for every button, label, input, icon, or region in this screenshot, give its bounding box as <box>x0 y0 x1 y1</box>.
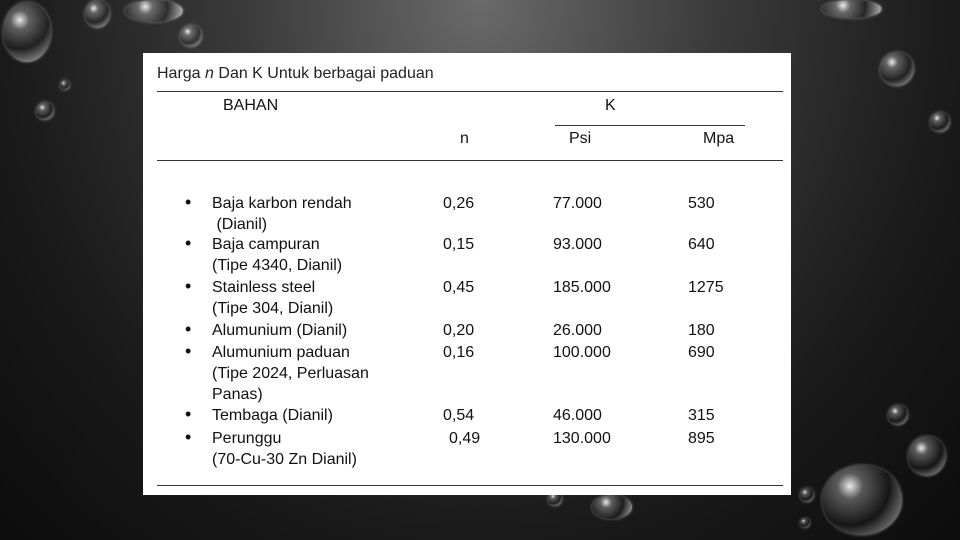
header-psi: Psi <box>569 130 592 147</box>
top-rule <box>157 91 783 92</box>
mpa-value: 690 <box>688 344 715 361</box>
material-name: Tembaga (Dianil) <box>212 407 333 424</box>
psi-value: 46.000 <box>553 407 602 424</box>
psi-value: 100.000 <box>553 344 611 361</box>
material-name: Baja campuran (Tipe 4340, Dianil) <box>212 236 343 274</box>
psi-value: 130.000 <box>553 430 611 447</box>
water-droplet <box>125 0 183 22</box>
mpa-value: 530 <box>688 195 715 212</box>
bullet: • <box>185 341 192 361</box>
n-value: 0,16 <box>443 344 475 361</box>
material-name: Alumunium (Dianil) <box>212 322 348 339</box>
water-droplet <box>800 488 814 502</box>
water-droplet <box>85 0 110 28</box>
n-value: 0,45 <box>443 279 475 296</box>
water-droplet <box>822 0 882 18</box>
header-mpa: Mpa <box>703 130 735 147</box>
header-rule <box>157 160 783 161</box>
water-droplet <box>36 102 54 120</box>
n-value: 0,20 <box>443 322 475 339</box>
material-name: Alumunium paduan (Tipe 2024, Perluasan Panas) <box>212 344 369 403</box>
mpa-value: 640 <box>688 236 715 253</box>
n-value: 0,26 <box>443 195 475 212</box>
mpa-value: 180 <box>688 322 715 339</box>
bullet: • <box>185 233 192 253</box>
alloy-table-image <box>143 53 791 495</box>
water-droplet <box>888 405 908 425</box>
header-n: n <box>460 130 469 147</box>
bullet: • <box>185 192 192 212</box>
water-droplet <box>822 465 902 535</box>
water-droplet <box>908 436 946 476</box>
water-droplet <box>3 2 51 62</box>
bullet: • <box>185 276 192 296</box>
n-value: 0,49 <box>449 430 481 447</box>
material-name: Perunggu (70-Cu-30 Zn Dianil) <box>212 430 357 468</box>
psi-value: 185.000 <box>553 279 611 296</box>
water-droplet <box>800 518 810 528</box>
bullet: • <box>185 427 192 447</box>
mpa-value: 315 <box>688 407 715 424</box>
bullet: • <box>185 319 192 339</box>
water-droplet <box>180 25 202 47</box>
mpa-value: 895 <box>688 430 715 447</box>
material-name: Baja karbon rendah (Dianil) <box>212 195 352 233</box>
bullet: • <box>185 404 192 424</box>
n-value: 0,54 <box>443 407 475 424</box>
water-droplet <box>880 52 914 86</box>
header-k: K <box>605 97 616 114</box>
water-droplet <box>60 80 70 90</box>
water-droplet <box>592 495 632 519</box>
material-name: Stainless steel (Tipe 304, Dianil) <box>212 279 334 317</box>
header-material: BAHAN <box>223 97 279 114</box>
table-title: Harga n Dan K Untuk berbagai paduan <box>157 65 434 82</box>
water-droplet <box>930 112 950 132</box>
mpa-value: 1275 <box>688 279 724 296</box>
psi-value: 26.000 <box>553 322 602 339</box>
bottom-rule <box>157 485 783 486</box>
psi-value: 77.000 <box>553 195 602 212</box>
psi-value: 93.000 <box>553 236 602 253</box>
n-value: 0,15 <box>443 236 475 253</box>
k-underline <box>555 125 745 126</box>
